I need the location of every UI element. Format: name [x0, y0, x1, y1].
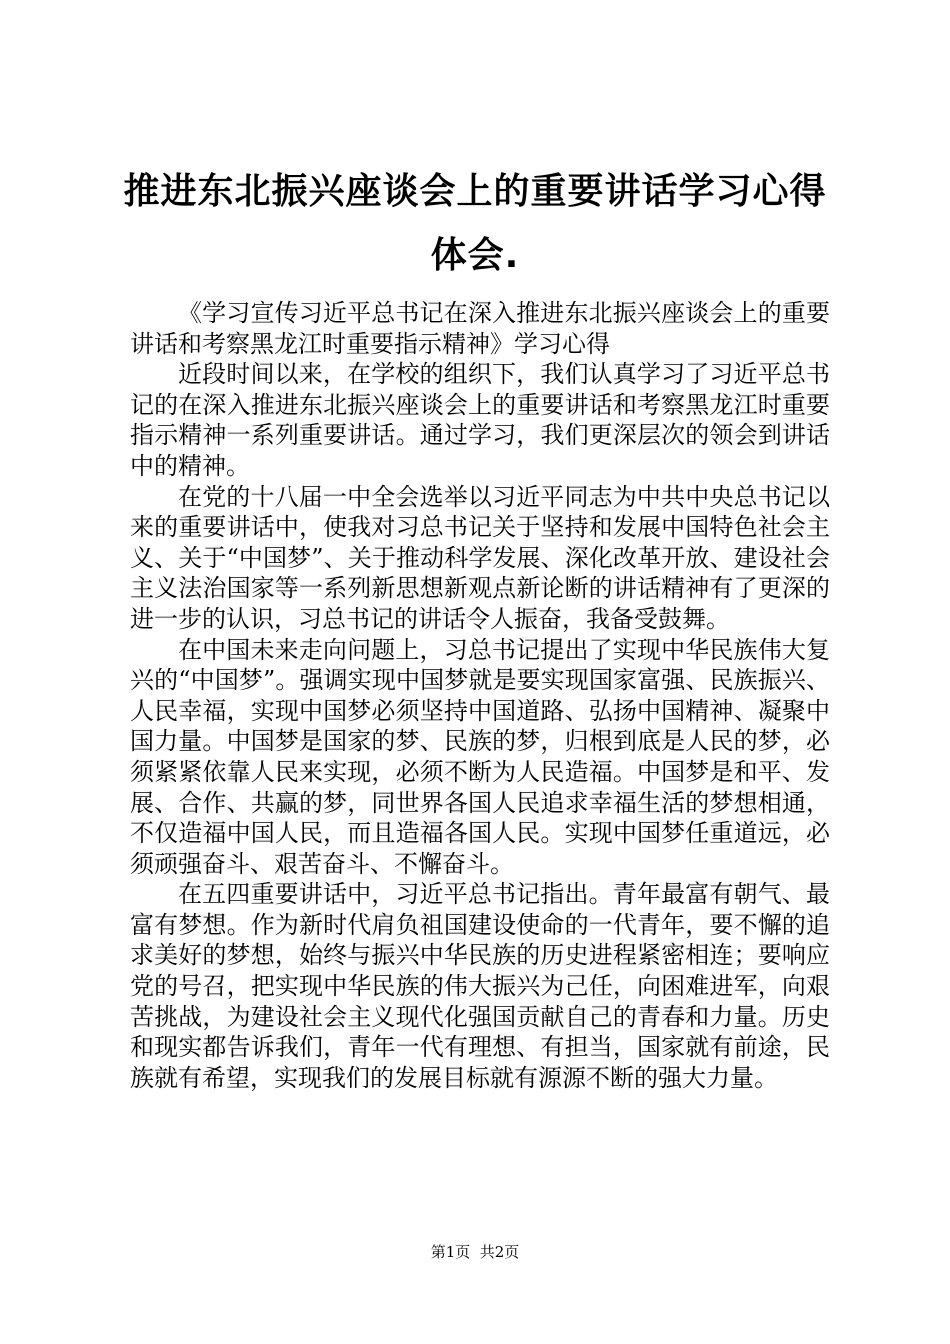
document-title: 推进东北振兴座谈会上的重要讲话学习心得体会. — [123, 171, 827, 276]
paragraph-2: 在党的十八届一中全会选举以习近平同志为中共中央总书记以来的重要讲话中，使我对习总书记关于坚持和发展中国特色社会主义、关于“中国梦”、关于推动科学发展、深化改革开放、建设社会主义法治国家等一系列新思想新观点新论断的讲话精神有了更深的进一步的认识，习总书记的讲话令人振奋，我备受鼓舞。 — [130, 482, 830, 633]
paragraph-3: 在中国未来走向问题上，习总书记提出了实现中华民族伟大复兴的“中国梦”。强调实现中国梦就是要实现国家富强、民族振兴、人民幸福，实现中国梦必须坚持中国道路、弘扬中国精神、凝聚中国力量。中国梦是国家的梦、民族的梦，归根到底是人民的梦，必须紧紧依靠人民来实现，必须不断为人民造福。中国梦是和平、发展、合作、共赢的梦，同世界各国人民追求幸福生活的梦想相通，不仅造福中国人民，而且造福各国人民。实现中国梦任重道远，必须顽强奋斗、艰苦奋斗、不懈奋斗。 — [130, 635, 830, 878]
page-number-footer: 第1页 共2页 — [430, 1243, 520, 1261]
document-body — [130, 298, 830, 1093]
paragraph-1: 近段时间以来，在学校的组织下，我们认真学习了习近平总书记的在深入推进东北振兴座谈会上的重要讲话和考察黑龙江时重要指示精神一系列重要讲话。通过学习，我们更深层次的领会到讲话中的精神。 — [130, 360, 830, 480]
paragraph-subtitle: 《学习宣传习近平总书记在深入推进东北振兴座谈会上的重要讲话和考察黑龙江时重要指示精神》学习心得 — [130, 299, 830, 358]
paragraph-4: 在五四重要讲话中，习近平总书记指出。青年最富有朝气、最富有梦想。作为新时代肩负祖国建设使命的一代青年，要不懈的追求美好的梦想，始终与振兴中华民族的历史进程紧密相连；要响应党的号召，把实现中华民族的伟大振兴为己任，向困难进军，向艰苦挑战，为建设社会主义现代化强国贡献自己的青春和力量。历史和现实都告诉我们，青年一代有理想、有担当，国家就有前途，民族就有希望，实现我们的发展目标就有源源不断的强大力量。 — [130, 880, 830, 1092]
